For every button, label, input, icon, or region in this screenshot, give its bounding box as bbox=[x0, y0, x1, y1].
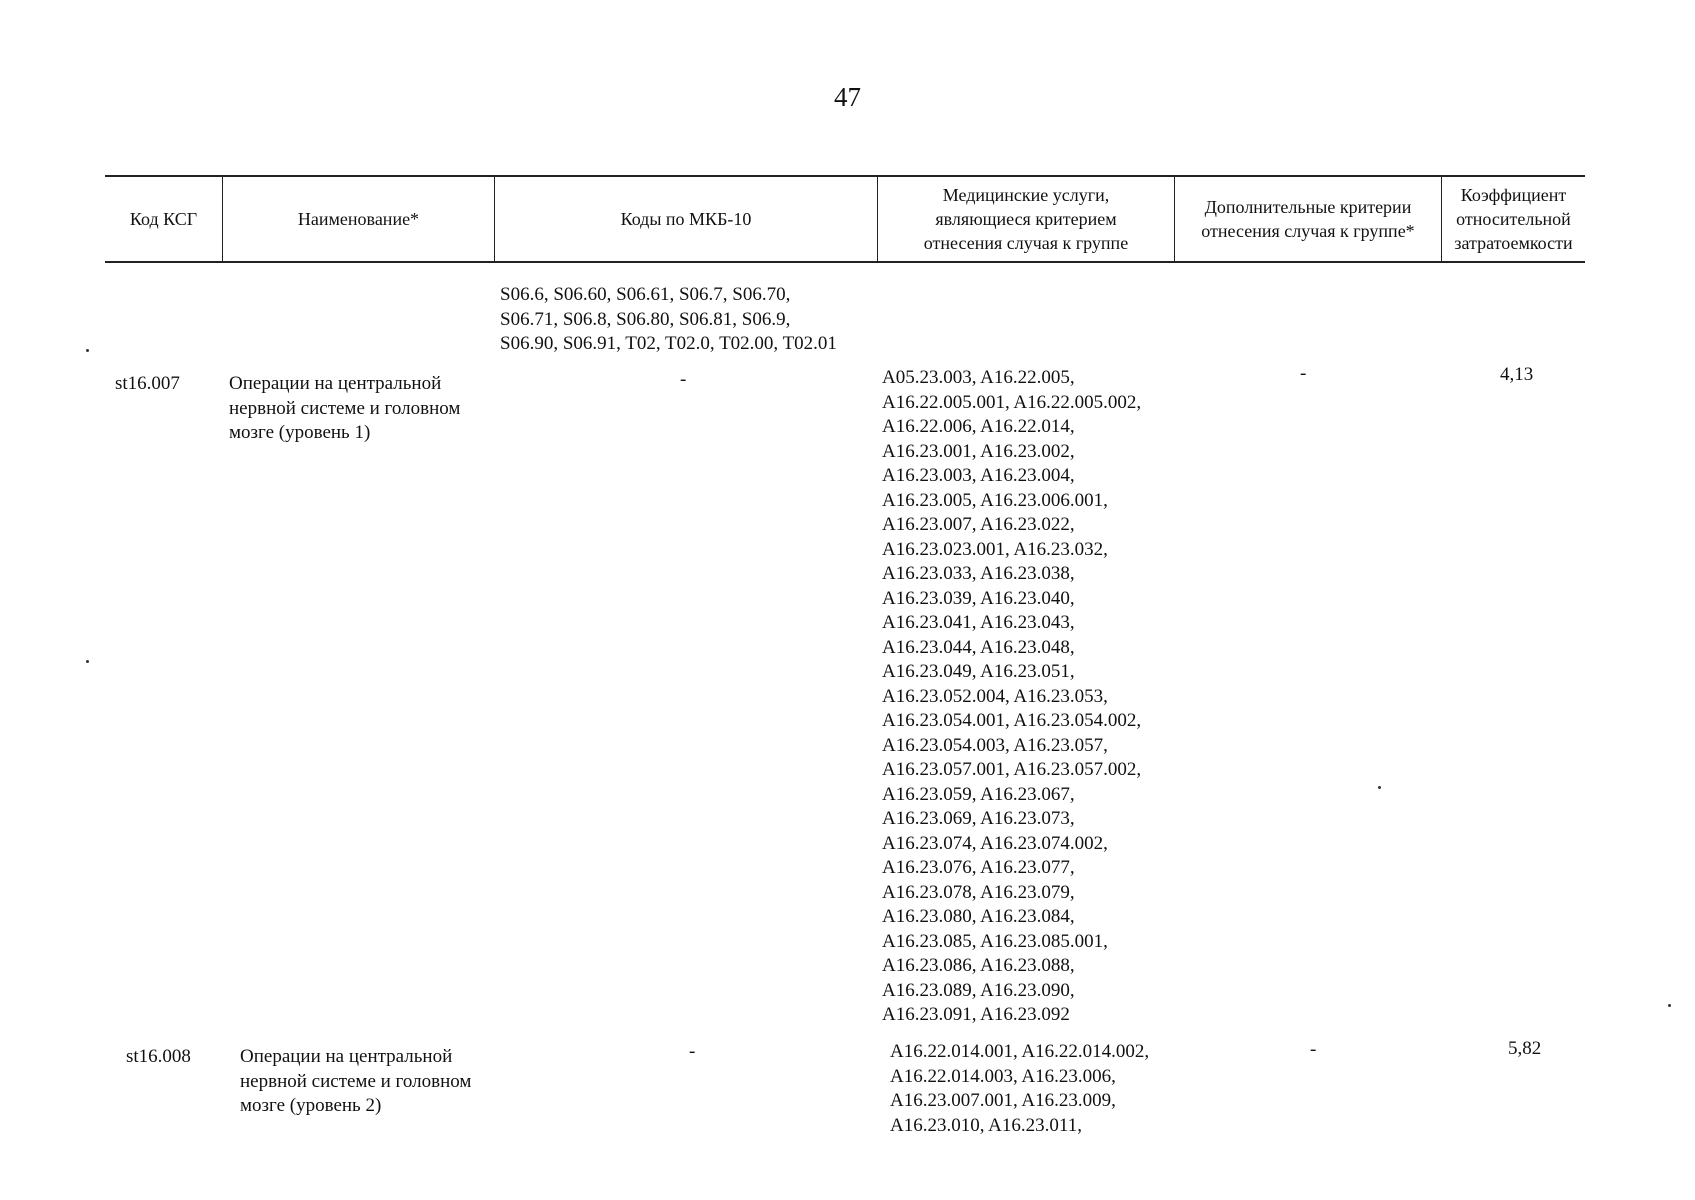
scan-speck bbox=[86, 660, 89, 663]
header-mkb bbox=[494, 177, 877, 261]
table-header bbox=[105, 175, 1585, 263]
header-additional bbox=[1174, 177, 1441, 261]
header-services bbox=[877, 177, 1174, 261]
scan-speck bbox=[86, 349, 89, 352]
header-services-label: Медицинские услуги, являющиеся критерием отнесения случая к группе bbox=[923, 185, 1129, 253]
row-2-name: Операции на центральной нервной системе и головном мозге (уровень 2) bbox=[240, 1046, 472, 1116]
page-number: 47 bbox=[834, 82, 861, 112]
row-2-additional: - bbox=[1310, 1039, 1317, 1060]
header-name-label: Наименование* bbox=[297, 209, 420, 229]
scan-speck bbox=[1378, 786, 1381, 789]
header-additional-label: Дополнительные критерии отнесения случая к группе* bbox=[1201, 197, 1415, 241]
header-coefficient bbox=[1441, 177, 1585, 261]
row-2-code: st16.008 bbox=[126, 1046, 191, 1067]
header-code-label: Код КСГ bbox=[129, 209, 198, 229]
row-1-mkb: - bbox=[680, 369, 687, 390]
mkb-continuation-cell: S06.6, S06.60, S06.61, S06.7, S06.70, S06.71, S06.8, S06.80, S06.81, S06.9, S06.90, S06.91, T02, T02.0, T02.00, T02.01 bbox=[500, 284, 837, 354]
header-code bbox=[105, 177, 222, 261]
header-mkb-label: Коды по МКБ-10 bbox=[620, 209, 752, 229]
row-1-services: A05.23.003, A16.22.005, A16.22.005.001, A16.22.005.002, A16.22.006, A16.22.014, A16.23.001, A16.23.002, A16.23.003, A16.23.004, A16.23.005, A16.23.006.001, A16.23.007, A16.23.022, A16.23.023.001, A16.23.032, A16.23.033, A16.23.038, A16.23.039, A16.23.040, A16.23.041, A16.23.043, A16.23.044, A16.23.048, A16.23.049, A16.23.051, A16.23.052.004, A16.23.053, A16.23.054.001, A16.23.054.002, A16.23.054.003, A16.23.057, A16.23.057.001, A16.23.057.002, A16.23.059, A16.23.067, A16.23.069, A16.23.073, A16.23.074, A16.23.074.002, A16.23.076, A16.23.077, A16.23.078, A16.23.079, A16.23.080, A16.23.084, A16.23.085, A16.23.085.001, A16.23.086, A16.23.088, A16.23.089, A16.23.090, A16.23.091, A16.23.092 bbox=[882, 367, 1142, 1025]
header-coefficient-label: Коэффициент относительной затратоемкости bbox=[1454, 185, 1573, 253]
row-2-coefficient: 5,82 bbox=[1508, 1038, 1542, 1059]
row-2-mkb: - bbox=[689, 1041, 696, 1062]
row-1-name: Операции на центральной нервной системе и головном мозге (уровень 1) bbox=[229, 373, 461, 443]
row-1-code: st16.007 bbox=[115, 373, 180, 394]
row-2-services: A16.22.014.001, A16.22.014.002, A16.22.014.003, A16.23.006, A16.23.007.001, A16.23.009, A16.23.010, A16.23.011, bbox=[890, 1041, 1150, 1136]
row-1-coefficient: 4,13 bbox=[1500, 364, 1534, 385]
row-1-additional: - bbox=[1300, 363, 1307, 384]
scan-speck bbox=[1668, 1004, 1671, 1007]
header-name bbox=[222, 177, 494, 261]
